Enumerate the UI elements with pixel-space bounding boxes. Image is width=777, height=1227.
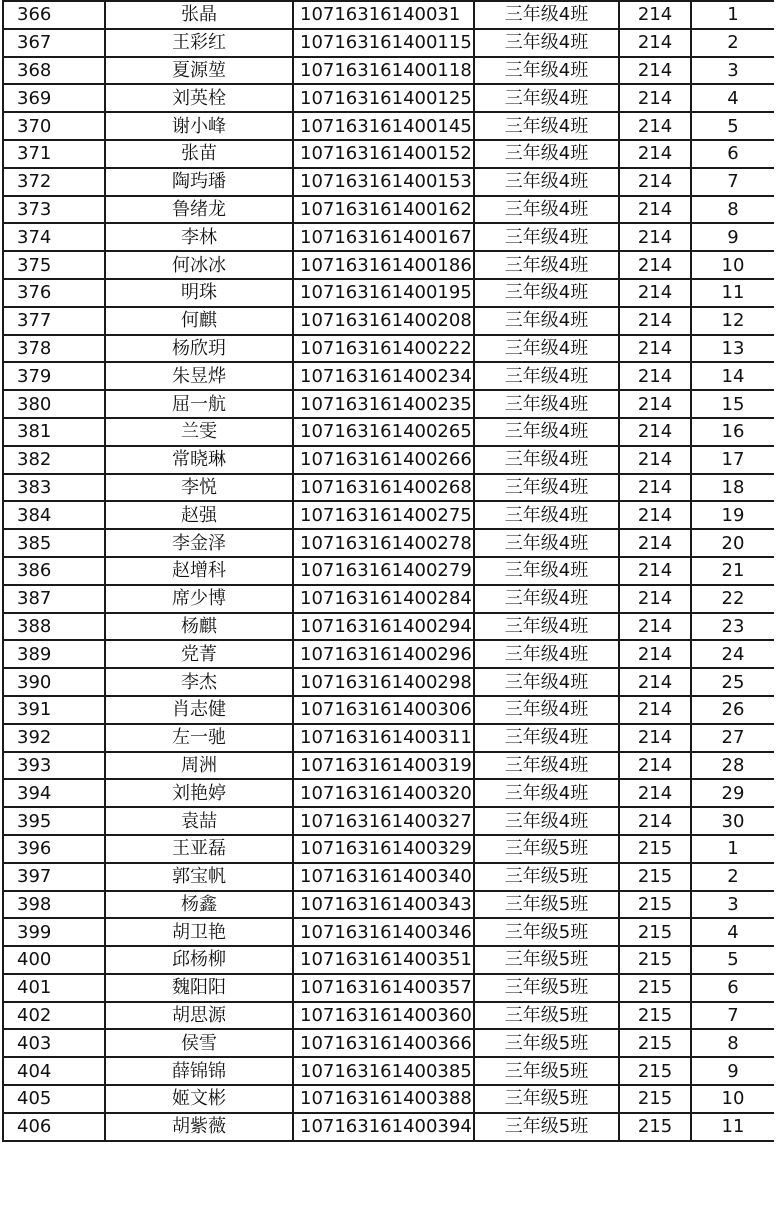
exam-id-cell: 107163161400327 (293, 807, 474, 835)
table-row (3, 140, 774, 168)
student-name-cell: 屈一航 (105, 390, 293, 418)
row-number-cell: 379 (3, 362, 105, 390)
row-number-cell: 404 (3, 1057, 105, 1085)
exam-room-cell: 214 (619, 1, 691, 29)
class-cell: 三年级5班 (474, 863, 619, 891)
exam-id-cell: 107163161400278 (293, 529, 474, 557)
table-row (3, 724, 774, 752)
roster-table (2, 0, 774, 1142)
table-row (3, 335, 774, 363)
exam-id-cell: 107163161400294 (293, 613, 474, 641)
class-cell: 三年级4班 (474, 418, 619, 446)
row-number-cell: 374 (3, 223, 105, 251)
table-row (3, 946, 774, 974)
table-row (3, 29, 774, 57)
student-name-cell: 杨麒 (105, 613, 293, 641)
table-row (3, 501, 774, 529)
table-row (3, 390, 774, 418)
table-row (3, 418, 774, 446)
table-row (3, 251, 774, 279)
row-number-cell: 397 (3, 863, 105, 891)
exam-room-cell: 214 (619, 501, 691, 529)
student-name-cell: 席少博 (105, 585, 293, 613)
exam-room-cell: 215 (619, 863, 691, 891)
student-name-cell: 谢小峰 (105, 112, 293, 140)
table-row (3, 613, 774, 641)
row-number-cell: 394 (3, 779, 105, 807)
exam-id-cell: 107163161400388 (293, 1085, 474, 1113)
row-number-cell: 378 (3, 335, 105, 363)
seat-number-cell: 9 (691, 223, 774, 251)
student-name-cell: 赵强 (105, 501, 293, 529)
seat-number-cell: 23 (691, 613, 774, 641)
table-row (3, 668, 774, 696)
exam-id-cell: 107163161400366 (293, 1029, 474, 1057)
table-row (3, 585, 774, 613)
student-name-cell: 刘艳婷 (105, 779, 293, 807)
class-cell: 三年级4班 (474, 529, 619, 557)
exam-id-cell: 107163161400195 (293, 279, 474, 307)
seat-number-cell: 24 (691, 640, 774, 668)
table-row (3, 474, 774, 502)
exam-id-cell: 107163161400235 (293, 390, 474, 418)
exam-room-cell: 214 (619, 779, 691, 807)
exam-room-cell: 214 (619, 362, 691, 390)
seat-number-cell: 2 (691, 29, 774, 57)
row-number-cell: 376 (3, 279, 105, 307)
student-name-cell: 魏阳阳 (105, 974, 293, 1002)
table-row (3, 307, 774, 335)
exam-room-cell: 214 (619, 724, 691, 752)
row-number-cell: 390 (3, 668, 105, 696)
student-name-cell: 周洲 (105, 752, 293, 780)
row-number-cell: 388 (3, 613, 105, 641)
exam-id-cell: 107163161400268 (293, 474, 474, 502)
seat-number-cell: 11 (691, 1113, 774, 1141)
student-name-cell: 杨鑫 (105, 891, 293, 919)
seat-number-cell: 20 (691, 529, 774, 557)
exam-id-cell: 107163161400125 (293, 84, 474, 112)
class-cell: 三年级4班 (474, 168, 619, 196)
row-number-cell: 383 (3, 474, 105, 502)
exam-room-cell: 215 (619, 1002, 691, 1030)
class-cell: 三年级4班 (474, 668, 619, 696)
class-cell: 三年级4班 (474, 807, 619, 835)
table-row (3, 1029, 774, 1057)
table-row (3, 974, 774, 1002)
class-cell: 三年级5班 (474, 1113, 619, 1141)
table-row (3, 196, 774, 224)
student-name-cell: 常晓琳 (105, 446, 293, 474)
exam-id-cell: 107163161400329 (293, 835, 474, 863)
row-number-cell: 371 (3, 140, 105, 168)
seat-number-cell: 15 (691, 390, 774, 418)
row-number-cell: 369 (3, 84, 105, 112)
student-name-cell: 王彩红 (105, 29, 293, 57)
row-number-cell: 389 (3, 640, 105, 668)
row-number-cell: 372 (3, 168, 105, 196)
seat-number-cell: 8 (691, 196, 774, 224)
class-cell: 三年级4班 (474, 779, 619, 807)
exam-id-cell: 107163161400340 (293, 863, 474, 891)
exam-room-cell: 214 (619, 140, 691, 168)
row-number-cell: 382 (3, 446, 105, 474)
class-cell: 三年级4班 (474, 752, 619, 780)
seat-number-cell: 4 (691, 84, 774, 112)
student-name-cell: 张苗 (105, 140, 293, 168)
row-number-cell: 370 (3, 112, 105, 140)
exam-id-cell: 107163161400284 (293, 585, 474, 613)
student-name-cell: 朱昱烨 (105, 362, 293, 390)
table-row (3, 362, 774, 390)
row-number-cell: 386 (3, 557, 105, 585)
student-name-cell: 左一驰 (105, 724, 293, 752)
exam-id-cell: 107163161400266 (293, 446, 474, 474)
exam-id-cell: 107163161400343 (293, 891, 474, 919)
exam-id-cell: 107163161400346 (293, 918, 474, 946)
row-number-cell: 401 (3, 974, 105, 1002)
class-cell: 三年级5班 (474, 946, 619, 974)
class-cell: 三年级4班 (474, 362, 619, 390)
student-name-cell: 侯雪 (105, 1029, 293, 1057)
class-cell: 三年级4班 (474, 613, 619, 641)
table-row (3, 891, 774, 919)
student-name-cell: 袁喆 (105, 807, 293, 835)
student-name-cell: 张晶 (105, 1, 293, 29)
class-cell: 三年级4班 (474, 724, 619, 752)
class-cell: 三年级4班 (474, 84, 619, 112)
table-row (3, 696, 774, 724)
seat-number-cell: 2 (691, 863, 774, 891)
seat-number-cell: 19 (691, 501, 774, 529)
exam-id-cell: 107163161400279 (293, 557, 474, 585)
table-row (3, 446, 774, 474)
student-name-cell: 薛锦锦 (105, 1057, 293, 1085)
exam-id-cell: 107163161400351 (293, 946, 474, 974)
exam-room-cell: 215 (619, 974, 691, 1002)
class-cell: 三年级5班 (474, 835, 619, 863)
table-row (3, 1002, 774, 1030)
exam-room-cell: 214 (619, 752, 691, 780)
student-name-cell: 刘英栓 (105, 84, 293, 112)
seat-number-cell: 28 (691, 752, 774, 780)
exam-room-cell: 214 (619, 168, 691, 196)
row-number-cell: 403 (3, 1029, 105, 1057)
row-number-cell: 385 (3, 529, 105, 557)
exam-room-cell: 214 (619, 585, 691, 613)
table-row (3, 1085, 774, 1113)
exam-id-cell: 107163161400385 (293, 1057, 474, 1085)
seat-number-cell: 8 (691, 1029, 774, 1057)
exam-room-cell: 214 (619, 807, 691, 835)
row-number-cell: 400 (3, 946, 105, 974)
row-number-cell: 391 (3, 696, 105, 724)
exam-room-cell: 214 (619, 251, 691, 279)
roster-table-body (3, 1, 774, 1141)
exam-room-cell: 215 (619, 1113, 691, 1141)
table-row (3, 1113, 774, 1141)
seat-number-cell: 16 (691, 418, 774, 446)
row-number-cell: 402 (3, 1002, 105, 1030)
class-cell: 三年级4班 (474, 307, 619, 335)
seat-number-cell: 6 (691, 140, 774, 168)
exam-id-cell: 107163161400118 (293, 57, 474, 85)
exam-room-cell: 214 (619, 196, 691, 224)
seat-number-cell: 3 (691, 57, 774, 85)
exam-id-cell: 107163161400208 (293, 307, 474, 335)
exam-id-cell: 107163161400222 (293, 335, 474, 363)
seat-number-cell: 4 (691, 918, 774, 946)
student-name-cell: 何冰冰 (105, 251, 293, 279)
table-row (3, 84, 774, 112)
table-row (3, 835, 774, 863)
seat-number-cell: 27 (691, 724, 774, 752)
class-cell: 三年级4班 (474, 223, 619, 251)
student-name-cell: 夏源堃 (105, 57, 293, 85)
table-row (3, 863, 774, 891)
exam-room-cell: 214 (619, 640, 691, 668)
class-cell: 三年级5班 (474, 1085, 619, 1113)
seat-number-cell: 9 (691, 1057, 774, 1085)
student-name-cell: 胡卫艳 (105, 918, 293, 946)
exam-id-cell: 107163161400311 (293, 724, 474, 752)
table-row (3, 1, 774, 29)
table-row (3, 223, 774, 251)
exam-room-cell: 214 (619, 84, 691, 112)
row-number-cell: 395 (3, 807, 105, 835)
row-number-cell: 406 (3, 1113, 105, 1141)
exam-room-cell: 215 (619, 835, 691, 863)
student-name-cell: 杨欣玥 (105, 335, 293, 363)
exam-room-cell: 214 (619, 529, 691, 557)
exam-room-cell: 214 (619, 668, 691, 696)
class-cell: 三年级4班 (474, 335, 619, 363)
exam-room-cell: 214 (619, 446, 691, 474)
class-cell: 三年级4班 (474, 140, 619, 168)
roster-sheet (2, 0, 774, 1223)
table-row (3, 279, 774, 307)
class-cell: 三年级4班 (474, 112, 619, 140)
class-cell: 三年级4班 (474, 29, 619, 57)
exam-id-cell: 107163161400298 (293, 668, 474, 696)
exam-room-cell: 214 (619, 557, 691, 585)
student-name-cell: 胡紫薇 (105, 1113, 293, 1141)
row-number-cell: 387 (3, 585, 105, 613)
exam-id-cell: 107163161400296 (293, 640, 474, 668)
student-name-cell: 陶玙璠 (105, 168, 293, 196)
exam-id-cell: 107163161400360 (293, 1002, 474, 1030)
exam-room-cell: 215 (619, 891, 691, 919)
row-number-cell: 380 (3, 390, 105, 418)
exam-id-cell: 107163161400145 (293, 112, 474, 140)
seat-number-cell: 7 (691, 168, 774, 196)
exam-id-cell: 107163161400357 (293, 974, 474, 1002)
class-cell: 三年级5班 (474, 891, 619, 919)
seat-number-cell: 1 (691, 1, 774, 29)
table-row (3, 918, 774, 946)
class-cell: 三年级5班 (474, 1057, 619, 1085)
exam-room-cell: 214 (619, 29, 691, 57)
exam-room-cell: 215 (619, 946, 691, 974)
class-cell: 三年级4班 (474, 57, 619, 85)
exam-room-cell: 214 (619, 418, 691, 446)
seat-number-cell: 1 (691, 835, 774, 863)
row-number-cell: 367 (3, 29, 105, 57)
table-row (3, 112, 774, 140)
student-name-cell: 姬文彬 (105, 1085, 293, 1113)
row-number-cell: 373 (3, 196, 105, 224)
exam-id-cell: 107163161400319 (293, 752, 474, 780)
exam-room-cell: 215 (619, 1085, 691, 1113)
table-row (3, 1057, 774, 1085)
row-number-cell: 375 (3, 251, 105, 279)
exam-room-cell: 214 (619, 57, 691, 85)
row-number-cell: 393 (3, 752, 105, 780)
row-number-cell: 405 (3, 1085, 105, 1113)
exam-room-cell: 214 (619, 307, 691, 335)
exam-room-cell: 214 (619, 112, 691, 140)
student-name-cell: 肖志健 (105, 696, 293, 724)
table-row (3, 529, 774, 557)
class-cell: 三年级5班 (474, 974, 619, 1002)
table-row (3, 640, 774, 668)
student-name-cell: 明珠 (105, 279, 293, 307)
exam-id-cell: 107163161400234 (293, 362, 474, 390)
exam-room-cell: 214 (619, 223, 691, 251)
exam-id-cell: 107163161400167 (293, 223, 474, 251)
row-number-cell: 381 (3, 418, 105, 446)
table-row (3, 752, 774, 780)
exam-id-cell: 10716316140031 (293, 1, 474, 29)
exam-id-cell: 107163161400265 (293, 418, 474, 446)
exam-id-cell: 107163161400152 (293, 140, 474, 168)
student-name-cell: 党菁 (105, 640, 293, 668)
student-name-cell: 胡思源 (105, 1002, 293, 1030)
exam-room-cell: 215 (619, 918, 691, 946)
exam-room-cell: 215 (619, 1029, 691, 1057)
seat-number-cell: 30 (691, 807, 774, 835)
exam-room-cell: 214 (619, 613, 691, 641)
row-number-cell: 366 (3, 1, 105, 29)
student-name-cell: 李金泽 (105, 529, 293, 557)
seat-number-cell: 17 (691, 446, 774, 474)
exam-id-cell: 107163161400153 (293, 168, 474, 196)
class-cell: 三年级4班 (474, 557, 619, 585)
seat-number-cell: 25 (691, 668, 774, 696)
seat-number-cell: 22 (691, 585, 774, 613)
exam-id-cell: 107163161400186 (293, 251, 474, 279)
class-cell: 三年级4班 (474, 1, 619, 29)
row-number-cell: 368 (3, 57, 105, 85)
class-cell: 三年级4班 (474, 696, 619, 724)
exam-room-cell: 214 (619, 390, 691, 418)
seat-number-cell: 14 (691, 362, 774, 390)
seat-number-cell: 10 (691, 251, 774, 279)
seat-number-cell: 5 (691, 112, 774, 140)
table-row (3, 807, 774, 835)
row-number-cell: 399 (3, 918, 105, 946)
exam-room-cell: 214 (619, 279, 691, 307)
class-cell: 三年级4班 (474, 279, 619, 307)
exam-id-cell: 107163161400275 (293, 501, 474, 529)
seat-number-cell: 26 (691, 696, 774, 724)
student-name-cell: 鲁绪龙 (105, 196, 293, 224)
exam-id-cell: 107163161400162 (293, 196, 474, 224)
seat-number-cell: 29 (691, 779, 774, 807)
class-cell: 三年级4班 (474, 251, 619, 279)
seat-number-cell: 3 (691, 891, 774, 919)
student-name-cell: 赵增科 (105, 557, 293, 585)
seat-number-cell: 18 (691, 474, 774, 502)
class-cell: 三年级5班 (474, 918, 619, 946)
class-cell: 三年级4班 (474, 474, 619, 502)
class-cell: 三年级4班 (474, 390, 619, 418)
student-name-cell: 郭宝帆 (105, 863, 293, 891)
seat-number-cell: 21 (691, 557, 774, 585)
student-name-cell: 兰雯 (105, 418, 293, 446)
class-cell: 三年级4班 (474, 196, 619, 224)
row-number-cell: 377 (3, 307, 105, 335)
row-number-cell: 384 (3, 501, 105, 529)
student-name-cell: 何麒 (105, 307, 293, 335)
seat-number-cell: 12 (691, 307, 774, 335)
class-cell: 三年级4班 (474, 446, 619, 474)
row-number-cell: 398 (3, 891, 105, 919)
class-cell: 三年级5班 (474, 1002, 619, 1030)
student-name-cell: 李林 (105, 223, 293, 251)
seat-number-cell: 6 (691, 974, 774, 1002)
exam-id-cell: 107163161400306 (293, 696, 474, 724)
seat-number-cell: 7 (691, 1002, 774, 1030)
class-cell: 三年级4班 (474, 640, 619, 668)
student-name-cell: 李杰 (105, 668, 293, 696)
seat-number-cell: 10 (691, 1085, 774, 1113)
row-number-cell: 392 (3, 724, 105, 752)
row-number-cell: 396 (3, 835, 105, 863)
class-cell: 三年级4班 (474, 501, 619, 529)
class-cell: 三年级5班 (474, 1029, 619, 1057)
exam-room-cell: 214 (619, 696, 691, 724)
class-cell: 三年级4班 (474, 585, 619, 613)
table-row (3, 168, 774, 196)
exam-id-cell: 107163161400115 (293, 29, 474, 57)
exam-room-cell: 214 (619, 335, 691, 363)
student-name-cell: 邱杨柳 (105, 946, 293, 974)
student-name-cell: 王亚磊 (105, 835, 293, 863)
table-row (3, 557, 774, 585)
table-row (3, 57, 774, 85)
student-name-cell: 李悦 (105, 474, 293, 502)
seat-number-cell: 5 (691, 946, 774, 974)
exam-id-cell: 107163161400320 (293, 779, 474, 807)
exam-room-cell: 215 (619, 1057, 691, 1085)
exam-id-cell: 107163161400394 (293, 1113, 474, 1141)
table-row (3, 779, 774, 807)
seat-number-cell: 13 (691, 335, 774, 363)
exam-room-cell: 214 (619, 474, 691, 502)
seat-number-cell: 11 (691, 279, 774, 307)
